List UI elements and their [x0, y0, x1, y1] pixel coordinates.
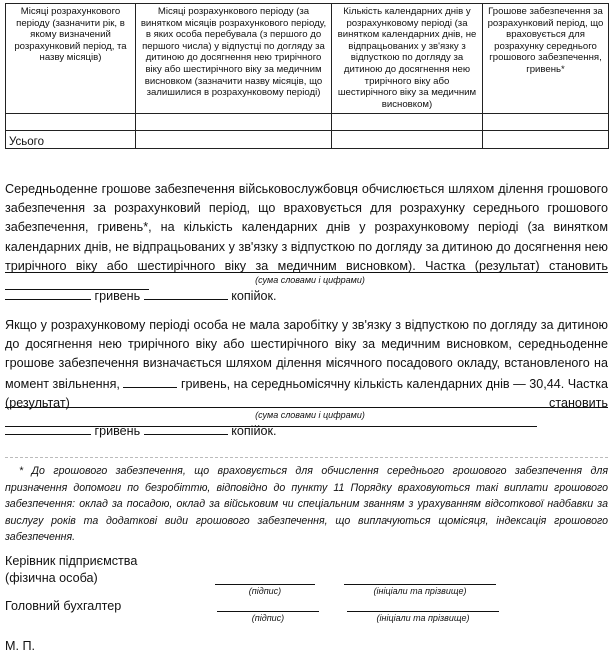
head-name-line: [344, 584, 496, 585]
accountant-name-line: [347, 611, 499, 612]
header-pay-amount: Грошове забезпечення за розрахунковий період, що враховується для розрахунку середнього грошового забезпечення, гривень*: [483, 4, 609, 114]
kopiyok-label-2: копійок.: [231, 424, 277, 438]
head-signature-line: [215, 584, 315, 585]
kopiyok-blank-2: [144, 421, 228, 435]
no-earnings-text-a: Якщо у розрахунковому періоді особа не мала заробітку у зв'язку з відпусткою по догляду за дитиною до досягнення нею трирічного віку або шестирічного віку за медичним висновком, середньоденне грошове забезпечення визначається шляхом ділення місячного посадового окладу, встановленого на момент звільнення,: [5, 318, 608, 391]
table-cell: [332, 131, 483, 149]
result-continuation-line: [5, 272, 608, 273]
footnote-separator: [5, 457, 608, 458]
header-months: Місяці розрахункового періоду (зазначити рік, в якому визначений розрахунковий період, та назву місяців): [6, 4, 136, 114]
hryvnia-blank: [5, 286, 91, 300]
total-label: Усього: [6, 131, 136, 149]
kopiyok-label: копійок.: [231, 289, 277, 303]
table-cell: [332, 114, 483, 131]
result-continuation-line-2: [5, 407, 608, 408]
table-header-row: [6, 4, 609, 114]
accountant-label: Головний бухгалтер: [5, 599, 122, 613]
accountant-signature-line: [217, 611, 319, 612]
calculation-table: [5, 3, 609, 149]
table-row: [6, 114, 609, 131]
seal-label: М. П.: [5, 639, 36, 653]
head-signature-caption: (підпис): [248, 586, 282, 596]
no-earnings-text-b: гривень, на середньомісячну кількість календарних днів — 30,44. Частка (результат) становить: [5, 376, 609, 410]
salary-blank: [123, 374, 177, 388]
header-calendar-days: Кількість календарних днів у розрахунковому періоді (за винятком календарних днів, не відпрацьованих у зв'язку з відпусткою по догляду за дитиною до досягнення нею трирічного віку або шестирічного віку за медичним висновком): [332, 4, 483, 114]
head-name-caption: (ініціали та прізвище): [373, 586, 467, 596]
table-cell: [483, 131, 609, 149]
table-cell: [136, 131, 332, 149]
head-label-line-1: Керівник підприємства: [5, 554, 138, 568]
table-cell: [136, 114, 332, 131]
accountant-name-caption: (ініціали та прізвище): [376, 613, 470, 623]
head-label: [5, 553, 137, 587]
accountant-signature-caption: (підпис): [251, 613, 285, 623]
hryvnia-blank-2: [5, 421, 91, 435]
table-cell: [6, 114, 136, 131]
kopiyok-blank: [144, 286, 228, 300]
hryvnia-label: гривень: [94, 289, 141, 303]
head-label-line-2: (фізична особа): [5, 571, 98, 585]
footnote: * До грошового забезпечення, що враховується для обчислення середнього грошового забезпечення для призначення допомоги по безробіттю, відповідно до пункту 11 Порядку враховуються такі виплати грошового забезпечення: оклад за посадою, оклад за військовим чи спеціальним званням з урахуванням відсоткової надбавки за вислугу років та додаткові види грошового забезпечення, що виплачуються щомісяця, індексація грошового забезпечення.: [5, 465, 608, 544]
sum-caption-2: (сума словами і цифрами): [255, 410, 365, 420]
table-total-row: [6, 131, 609, 149]
amount-line-1: [5, 286, 277, 304]
average-pay-text: Середньоденне грошове забезпечення військовослужбовця обчислюється шляхом ділення грошового забезпечення за розрахунковий період, що враховується для розрахунку середнього грошового забезпечення, гривень*, на кількість календарних днів у розрахунковому періоді (за винятком календарних днів, не відпрацьованих у зв'язку з відпусткою по догляду за дитиною до досягнення нею трирічного віку або шестирічного віку за медичним висновком). Частка (результат) становить: [5, 182, 608, 273]
hryvnia-label-2: гривень: [94, 424, 141, 438]
amount-line-2: [5, 421, 277, 439]
header-months-excluding-leave: Місяці розрахункового періоду (за винятком місяців розрахункового періоду, в яких особа перебувала (з першого до першого числа) у відпустці по догляду за дитиною до досягнення нею трирічного віку або шестирічного віку за медичним висновком (зазначити назву місяців, що залишилися в розрахунковому періоді): [136, 4, 332, 114]
table-cell: [483, 114, 609, 131]
sum-caption: (сума словами і цифрами): [255, 275, 365, 285]
